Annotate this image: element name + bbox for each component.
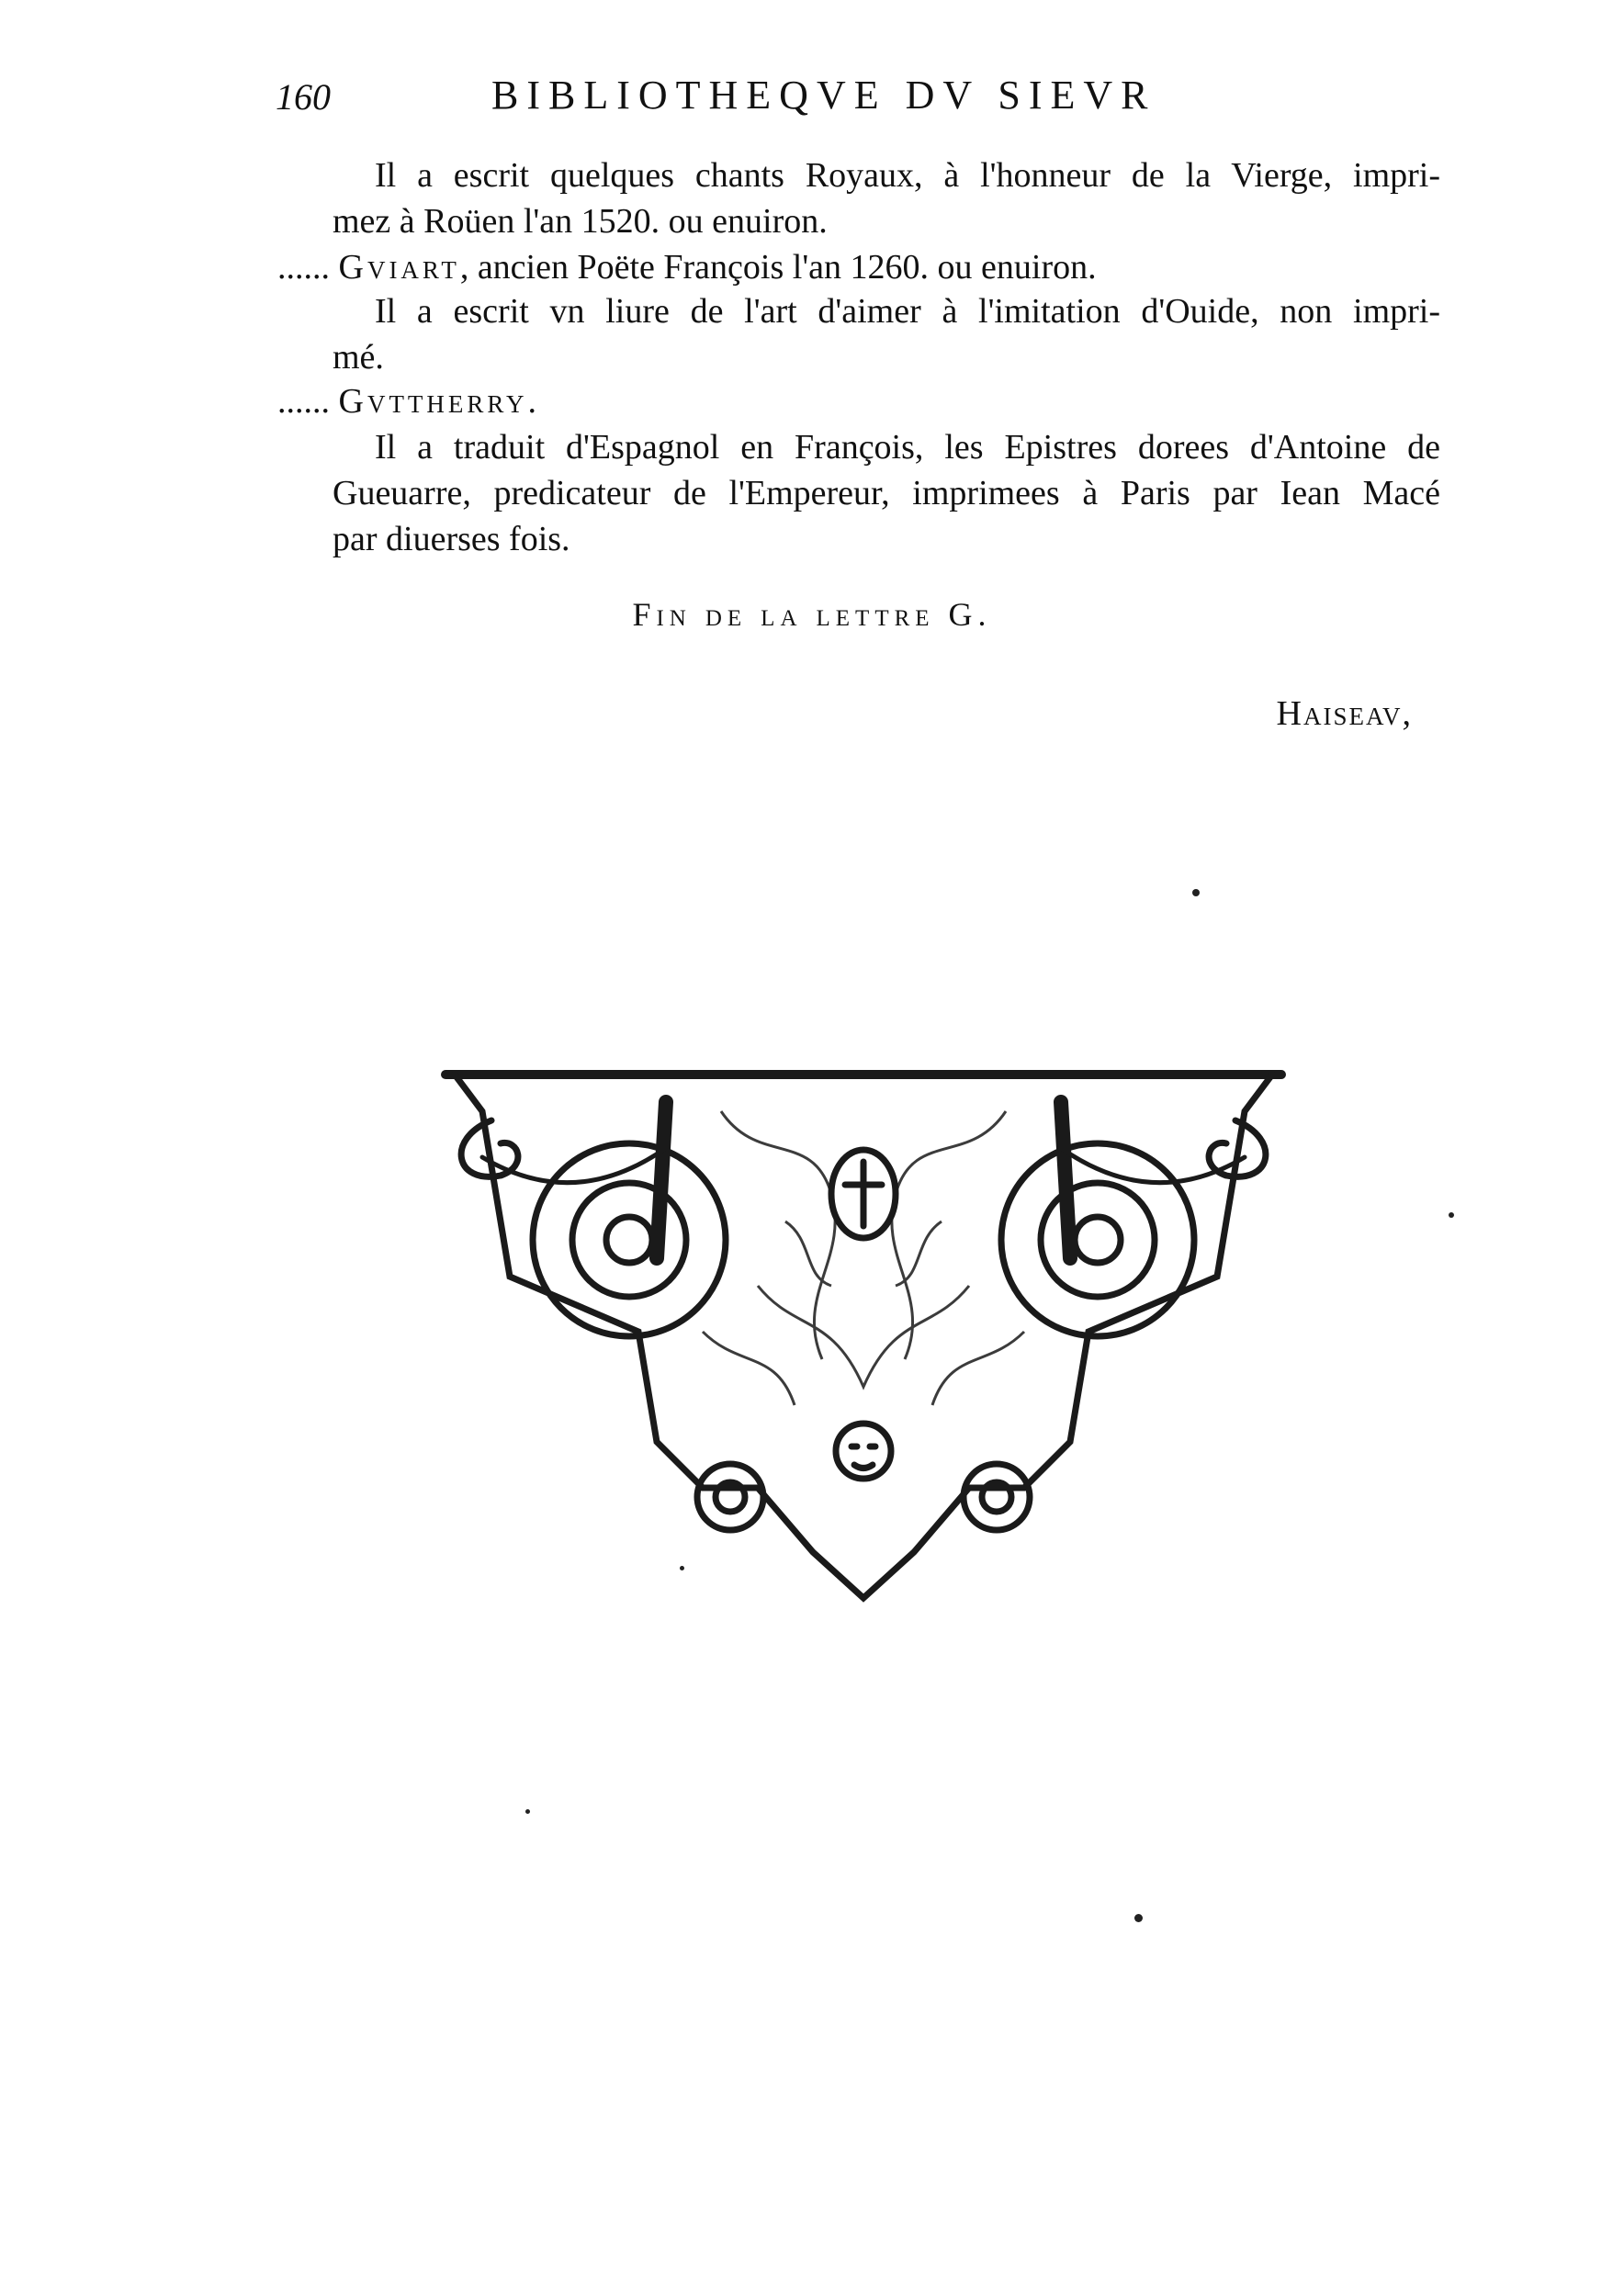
ink-speck [525,1809,530,1814]
author-name: Gviart [338,248,460,287]
entry-line: mez à Roüen l'an 1520. ou enuiron. [333,202,828,241]
entry-line: Gueuarre, predicateur de l'Empereur, imprimees à Paris par Iean Macé [333,474,1440,512]
entry-line: Il a traduit d'Espagnol en François, les Epistres dorees d'Antoine de [375,428,1440,467]
heading-rest: , ancien Poëte François l'an 1260. ou enuiron. [459,248,1097,287]
end-of-letter-mark: Fin de la lettre G. [632,596,992,633]
ink-speck [1134,1914,1143,1922]
page-header [276,72,1268,136]
entry-line: Il a escrit vn liure de l'art d'aimer à l'imitation d'Ouide, non impri- [375,292,1440,331]
leader-dots: ...... [277,248,330,287]
cul-de-lampe-ornament-icon [427,1056,1300,1607]
entry-line: Il a escrit quelques chants Royaux, à l'honneur de la Vierge, impri- [375,156,1440,195]
running-title: BIBLIOTHEQVE DV SIEVR [491,73,1156,118]
ink-speck [680,1566,684,1570]
ink-speck [1449,1212,1454,1218]
catchword: Haiseav, [1276,694,1413,733]
ink-speck [1192,889,1200,896]
entry-heading [277,384,540,419]
entry-line: mé. [333,338,384,377]
leader-dots: ...... [277,382,330,421]
entry-line: par diuerses fois. [333,520,570,558]
entry-heading [277,250,1097,285]
author-name: Gvttherry. [338,382,540,421]
page-number: 160 [276,76,331,118]
